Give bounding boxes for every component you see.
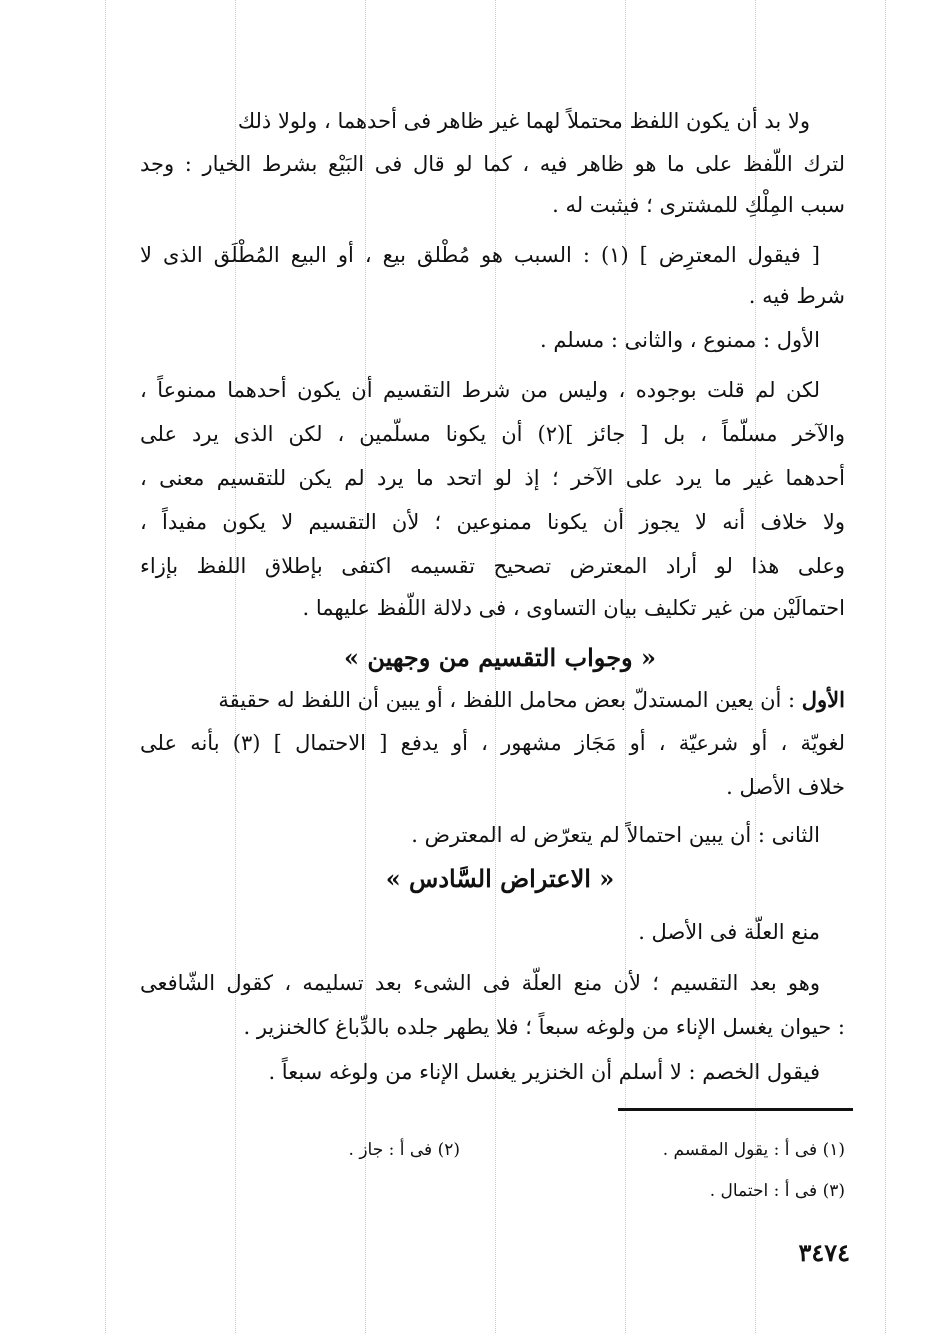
paragraph-line: [ فيقول المعترِض ] (١) : السبب هو مُطْلق بيع ، أو البيع المُطْلَق الذى لا — [140, 243, 820, 267]
paragraph-line: الأول : ممنوع ، والثانى : مسلم . — [539, 328, 820, 352]
footnote: (١) فى أ : يقول المقسم . — [662, 1140, 845, 1160]
paragraph-line: لغويّة ، أو شرعيّة ، أو مَجَاز مشهور ، أو يدفع [ الاحتمال ] (٣) بأنه على — [140, 731, 845, 755]
margin-guide — [885, 0, 886, 1333]
paragraph-line: سبب المِلْكِ للمشترى ؛ فيثبت له . — [552, 193, 845, 217]
paragraph-line: احتمالَيْن من غير تكليف بيان التساوى ، فى دلالة اللّفظ عليهما . — [302, 596, 845, 620]
paragraph-line: ولا بد أن يكون اللفظ محتملاً لهما غير ظاهر فى أحدهما ، ولولا ذلك — [237, 109, 810, 133]
paragraph-lead: الأول — [801, 687, 845, 712]
footnote-separator — [618, 1108, 853, 1111]
paragraph-line: : حيوان يغسل الإناء من ولوغه سبعاً ؛ فلا يطهر جلده بالدِّباغ كالخنزير . — [243, 1015, 845, 1039]
page-number: ٣٤٧٤ — [798, 1238, 850, 1267]
paragraph-line: وعلى هذا لو أراد المعترض تصحيح تقسيمه اكتفى بإطلاق اللفظ بإزاء — [140, 554, 845, 578]
paragraph-line: منع العلّة فى الأصل . — [638, 920, 820, 944]
paragraph-line: لكن لم قلت بوجوده ، وليس من شرط التقسيم أن يكون أحدهما ممنوعاً ، — [140, 378, 820, 402]
paragraph-line: ولا خلاف أنه لا يجوز أن يكونا ممنوعين ؛ لأن التقسيم لا يكون مفيداً ، — [140, 510, 845, 534]
paragraph-line: الثانى : أن يبين احتمالاً لم يتعرّض له المعترض . — [411, 823, 820, 847]
paragraph-text: : أن يعين المستدلّ بعض محامل اللفظ ، أو يبين أن اللفظ له حقيقة — [218, 688, 802, 712]
paragraph-line: لترك اللّفظ على ما هو ظاهر فيه ، كما لو قال فى البَيْع بشرط الخيار : وجد — [140, 152, 845, 176]
section-heading: « الاعتراض السَّادس » — [385, 864, 615, 893]
footnote: (٢) فى أ : جاز . — [348, 1140, 460, 1160]
paragraph-line: خلاف الأصل . — [726, 775, 845, 799]
paragraph-line: وهو بعد التقسيم ؛ لأن منع العلّة فى الشىء بعد تسليمه ، كقول الشّافعى — [140, 971, 820, 995]
footnote: (٣) فى أ : احتمال . — [709, 1181, 845, 1201]
paragraph-line — [140, 683, 845, 717]
section-heading: « وجواب التقسيم من وجهين » — [344, 643, 656, 672]
paragraph-line: أحدهما غير ما يرد على الآخر ؛ إذ لو اتحد ما يرد لم يكن للتقسيم معنى ، — [140, 466, 845, 490]
margin-guide — [105, 0, 106, 1333]
margin-guide — [235, 0, 236, 1333]
paragraph-line: شرط فيه . — [748, 284, 845, 308]
paragraph-line: فيقول الخصم : لا أسلم أن الخنزير يغسل الإناء من ولوغه سبعاً . — [268, 1060, 820, 1084]
paragraph-line: والآخر مسلّماً ، بل [ جائز ](٢) أن يكونا مسلّمين ، لكن الذى يرد على — [140, 422, 845, 446]
